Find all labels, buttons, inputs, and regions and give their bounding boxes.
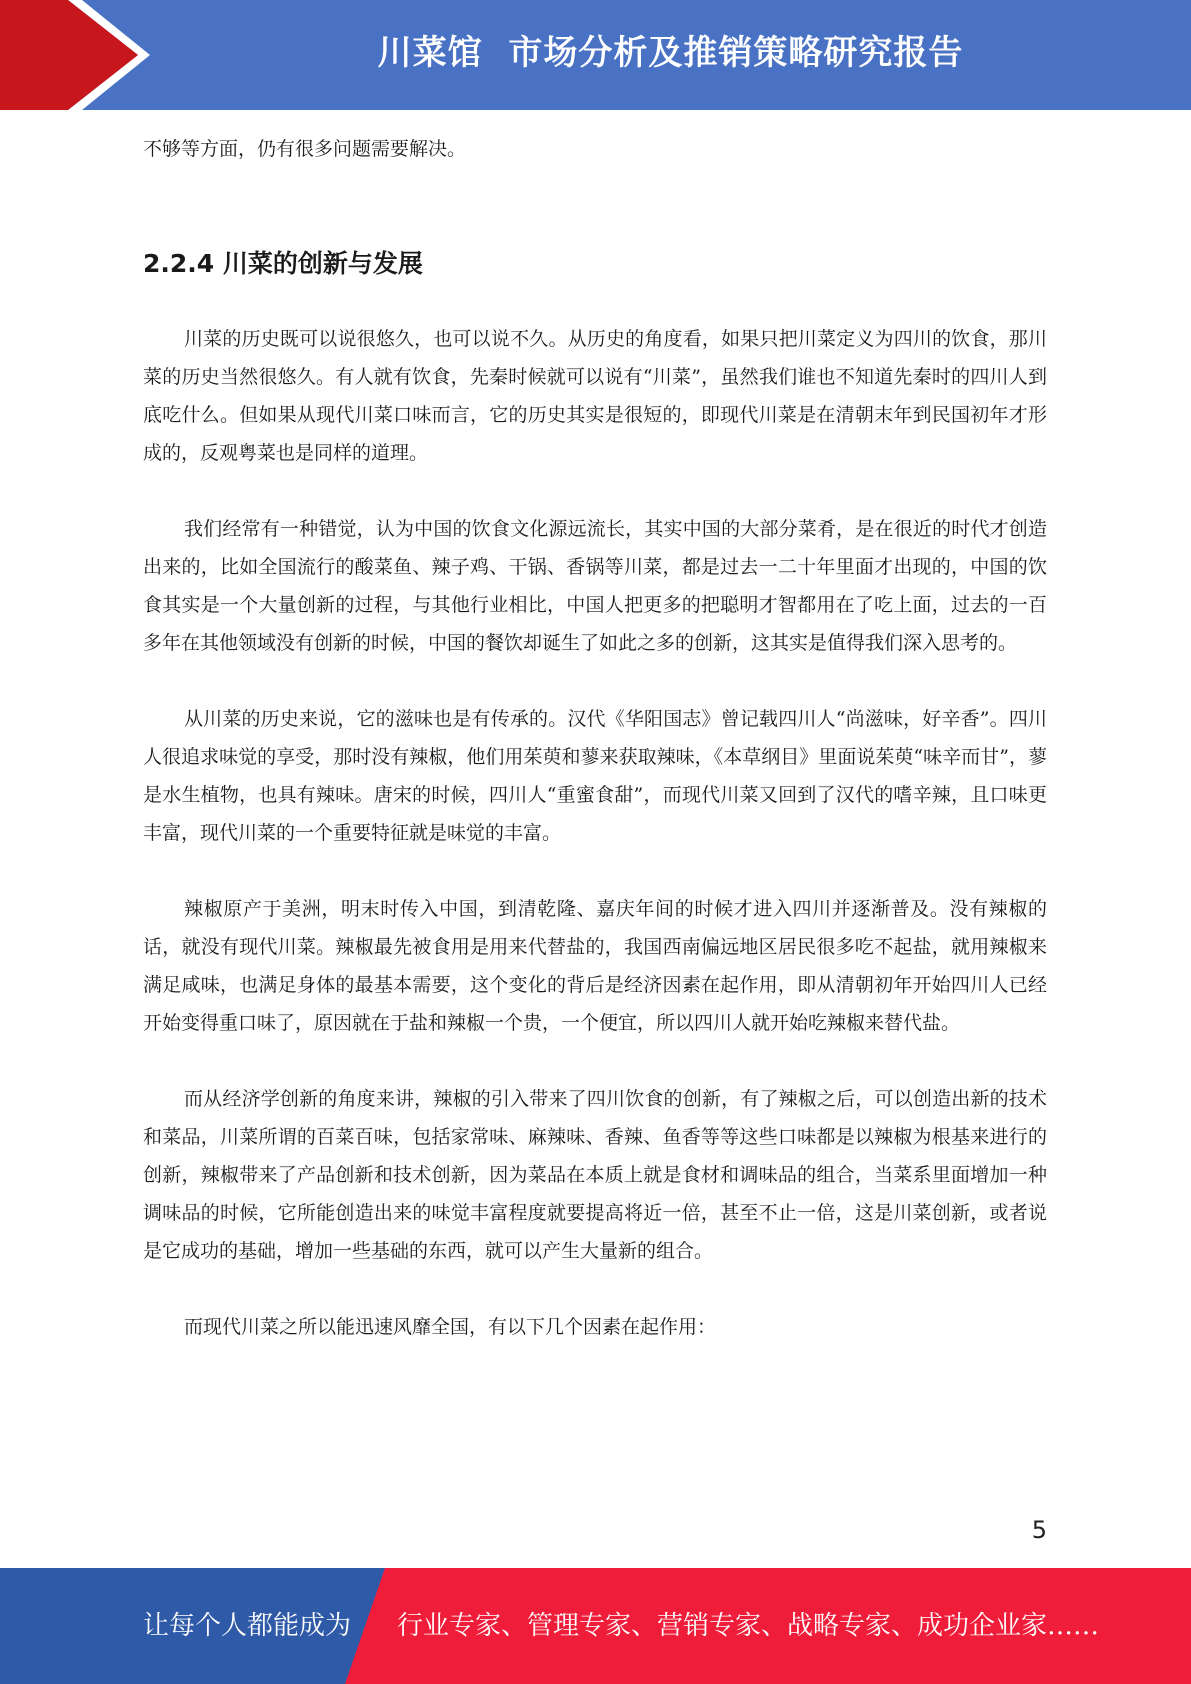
chevron-red-decoration [0, 0, 138, 110]
header-banner [0, 0, 1191, 110]
paragraph-4: 辣椒原产于美洲，明末时传入中国，到清乾隆、嘉庆年间的时候才进入四川并逐渐普及。没有辣椒的话，就没有现代川菜。辣椒最先被食用是用来代替盐的，我国西南偏远地区居民很多吃不起盐，就用辣椒来满足咸味，也满足身体的最基本需要，这个变化的背后是经济因素在起作用，即从清朝初年开始四川人已经开始变得重口味了，原因就在于盐和辣椒一个贵，一个便宜，所以四川人就开始吃辣椒来替代盐。 [143, 898, 1047, 1034]
page-number: 5 [1031, 1516, 1047, 1544]
paragraph-2: 我们经常有一种错觉，认为中国的饮食文化源远流长，其实中国的大部分菜肴，是在很近的时代才创造出来的，比如全国流行的酸菜鱼、辣子鸡、干锅、香锅等川菜，都是过去一二十年里面才出现的，中国的饮食其实是一个大量创新的过程，与其他行业相比，中国人把更多的把聪明才智都用在了吃上面，过去的一百多年在其他领域没有创新的时候，中国的餐饮却诞生了如此之多的创新，这其实是值得我们深入思考的。 [143, 518, 1047, 654]
paragraph-6: 而现代川菜之所以能迅速风靡全国，有以下几个因素在起作用： [184, 1316, 717, 1338]
page-content [143, 130, 1047, 1346]
paragraph-3: 从川菜的历史来说，它的滋味也是有传承的。汉代《华阳国志》曾记载四川人“尚滋味，好辛香”。四川人很追求味觉的享受，那时没有辣椒，他们用茱萸和蓼来获取辣味，《本草纲目》里面说茱萸“味辛而甘”，蓼是水生植物，也具有辣味。唐宋的时候，四川人“重蜜食甜”，而现代川菜又回到了汉代的嗜辛辣，且口味更丰富，现代川菜的一个重要特征就是味觉的丰富。 [143, 708, 1047, 844]
section-heading: 2.2.4 川菜的创新与发展 [143, 249, 423, 278]
footer-slogan-left: 让每个人都能成为 [143, 1611, 352, 1641]
continuation-paragraph: 不够等方面，仍有很多问题需要解决。 [143, 138, 467, 160]
paragraph-5: 而从经济学创新的角度来讲，辣椒的引入带来了四川饮食的创新，有了辣椒之后，可以创造出新的技术和菜品，川菜所谓的百菜百味，包括家常味、麻辣味、香辣、鱼香等等这些口味都是以辣椒为根基来进行的创新，辣椒带来了产品创新和技术创新，因为菜品在本质上就是食材和调味品的组合，当菜系里面增加一种调味品的时候，它所能创造出来的味觉丰富程度就要提高将近一倍，甚至不止一倍，这是川菜创新，或者说是它成功的基础，增加一些基础的东西，就可以产生大量新的组合。 [143, 1088, 1047, 1262]
report-title: 川菜馆 市场分析及推销策略研究报告 [377, 33, 964, 73]
footer-slogan-right: 行业专家、管理专家、营销专家、战略专家、成功企业家…… [397, 1611, 1100, 1641]
paragraph-1: 川菜的历史既可以说很悠久，也可以说不久。从历史的角度看，如果只把川菜定义为四川的饮食，那川菜的历史当然很悠久。有人就有饮食，先秦时候就可以说有“川菜”，虽然我们谁也不知道先秦时的四川人到底吃什么。但如果从现代川菜口味而言，它的历史其实是很短的，即现代川菜是在清朝末年到民国初年才形成的，反观粤菜也是同样的道理。 [143, 328, 1047, 464]
footer-banner [0, 1568, 1191, 1684]
